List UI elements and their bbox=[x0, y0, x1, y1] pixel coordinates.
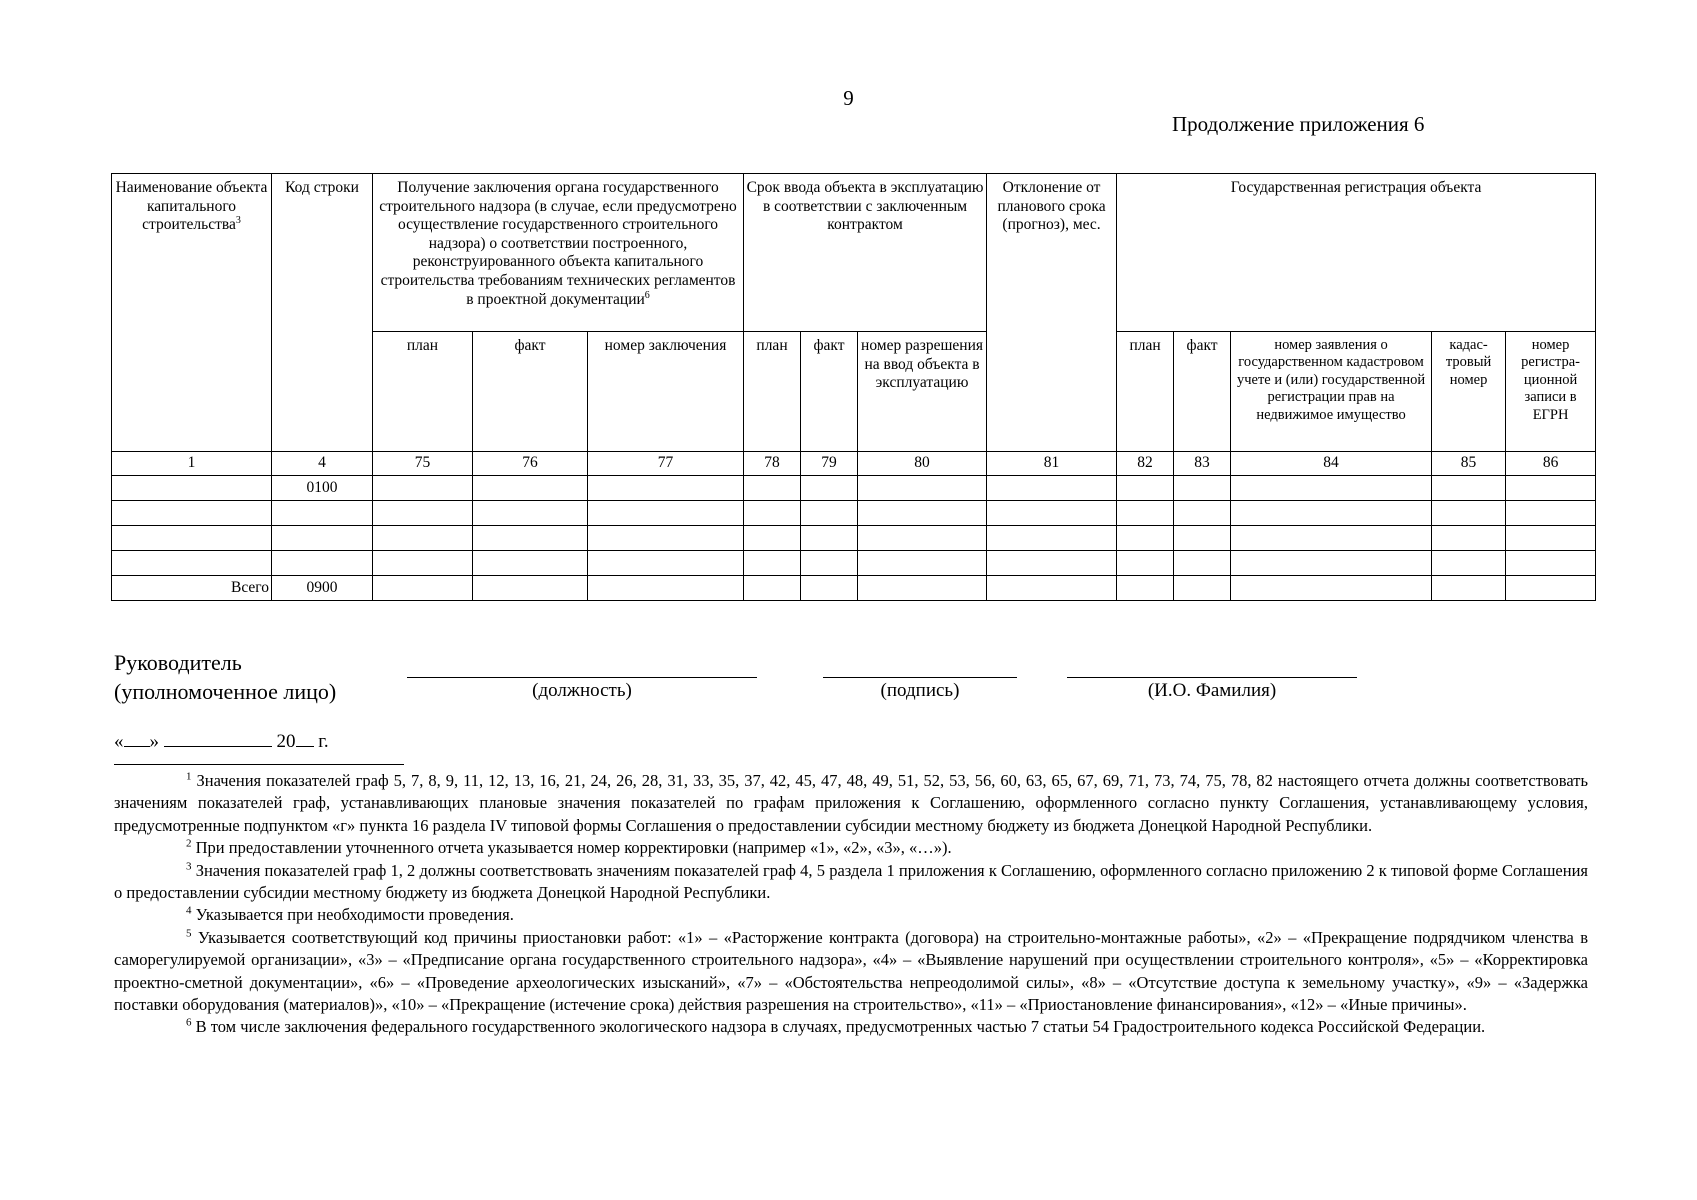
table-cell bbox=[744, 576, 801, 601]
table-cell bbox=[987, 576, 1117, 601]
year-blank bbox=[296, 730, 314, 747]
table-cell bbox=[1506, 526, 1596, 551]
subheader-commissioning-permit: номер разрешения на ввод объекта в эксплуатацию bbox=[858, 332, 987, 452]
footnote-mark: 4 bbox=[186, 904, 192, 917]
table-cell bbox=[1231, 501, 1432, 526]
footnote-text: Указывается при необходимости проведения. bbox=[195, 905, 514, 925]
table-cell bbox=[373, 576, 473, 601]
header-commissioning: Срок ввода объекта в эксплуатацию в соответствии с заключенным контрактом bbox=[744, 174, 987, 332]
column-number: 81 bbox=[987, 452, 1117, 476]
column-number: 4 bbox=[272, 452, 373, 476]
table-cell bbox=[373, 551, 473, 576]
column-number: 84 bbox=[1231, 452, 1432, 476]
table-cell bbox=[987, 501, 1117, 526]
position-line bbox=[407, 677, 757, 678]
row-code bbox=[272, 501, 373, 526]
subheader-conclusion-plan: план bbox=[373, 332, 473, 452]
table-cell bbox=[987, 476, 1117, 501]
column-number: 79 bbox=[801, 452, 858, 476]
appendix-title: Продолжение приложения 6 bbox=[1172, 112, 1425, 136]
table-cell bbox=[588, 526, 744, 551]
table-cell bbox=[588, 576, 744, 601]
table-cell bbox=[1231, 576, 1432, 601]
column-number: 83 bbox=[1174, 452, 1231, 476]
table-cell bbox=[1174, 551, 1231, 576]
table-cell bbox=[801, 551, 858, 576]
table-cell bbox=[1231, 476, 1432, 501]
row-code: 0900 bbox=[272, 576, 373, 601]
column-number: 78 bbox=[744, 452, 801, 476]
signatory-title-line2: (уполномоченное лицо) bbox=[114, 679, 337, 704]
table-cell bbox=[1231, 551, 1432, 576]
table-cell bbox=[373, 476, 473, 501]
table-cell bbox=[801, 501, 858, 526]
date-line bbox=[114, 730, 329, 753]
signature-line bbox=[823, 677, 1017, 678]
footnote-6 bbox=[114, 1016, 1588, 1038]
table-cell bbox=[744, 526, 801, 551]
subheader-conclusion-number: номер заключения bbox=[588, 332, 744, 452]
header-conclusion: Получение заключения органа государственного строительного надзора (в случае, если предусмотрено осуществление государственного строительного надзора) о соответствии построенного, реконструированного объекта капитального строительства требованиям технических регламентов в проектной документации$^6$ bbox=[373, 174, 744, 332]
table-cell bbox=[1506, 576, 1596, 601]
header-row-code: Код строки bbox=[272, 174, 373, 452]
column-number: 82 bbox=[1117, 452, 1174, 476]
subheader-registration-application: номер заявления о государственном кадастровом учете и (или) государственной регистрации прав на недвижимое имущество bbox=[1231, 332, 1432, 452]
table-cell bbox=[1231, 526, 1432, 551]
subheader-commissioning-plan: план bbox=[744, 332, 801, 452]
column-number: 1 bbox=[112, 452, 272, 476]
table-cell bbox=[1432, 476, 1506, 501]
table-cell bbox=[473, 501, 588, 526]
table-cell bbox=[1506, 501, 1596, 526]
date-open-quote: « bbox=[114, 731, 124, 752]
column-number: 85 bbox=[1432, 452, 1506, 476]
signatory-title bbox=[114, 648, 336, 706]
table-cell bbox=[858, 551, 987, 576]
table-row bbox=[112, 501, 1596, 526]
subheader-commissioning-fact: факт bbox=[801, 332, 858, 452]
table-cell bbox=[1117, 526, 1174, 551]
table-cell bbox=[1174, 501, 1231, 526]
table-cell bbox=[744, 476, 801, 501]
table-cell bbox=[858, 576, 987, 601]
footnote-mark: 5 bbox=[186, 927, 192, 940]
table-cell bbox=[588, 501, 744, 526]
table-cell bbox=[1174, 526, 1231, 551]
subheader-conclusion-fact: факт bbox=[473, 332, 588, 452]
row-code bbox=[272, 551, 373, 576]
signatory-title-line1: Руководитель bbox=[114, 650, 242, 675]
footnote-text: В том числе заключения федерального государственного экологического надзора в случаях, предусмотренных частью 7 статьи 54 Градостроительного кодекса Российской Федерации. bbox=[195, 1017, 1486, 1037]
subheader-cadastral-number: кадас-тровый номер bbox=[1432, 332, 1506, 452]
table-cell bbox=[473, 526, 588, 551]
footnote-3 bbox=[114, 860, 1588, 905]
header-deviation: Отклонение от планового срока (прогноз), мес. bbox=[987, 174, 1117, 452]
footnote-text: Значения показателей граф 5, 7, 8, 9, 11, 12, 13, 16, 21, 24, 26, 28, 31, 33, 35, 37, 42, 45, 47, 48, 49, 51, 52, 53, 56, 60, 63, 65, 67, 69, 71, 73, 74, 75, 78, 82 настоящего отчета должны соответствовать значениям показателей граф, устанавливающих плановые значения показателей по графам приложения к Соглашению, оформленного согласно пункту Соглашения, устанавливающему условия, предусмотренные подпунктом «г» пункта 16 раздела IV типовой формы Соглашения о предоставлении субсидии местному бюджету из бюджета Донецкой Народной Республики. bbox=[114, 771, 1589, 835]
table-cell bbox=[801, 476, 858, 501]
row-label bbox=[112, 501, 272, 526]
footnote-2 bbox=[114, 837, 1588, 859]
row-code: 0100 bbox=[272, 476, 373, 501]
column-number: 76 bbox=[473, 452, 588, 476]
row-label bbox=[112, 551, 272, 576]
table-cell bbox=[1117, 476, 1174, 501]
month-blank bbox=[164, 730, 272, 747]
name-line bbox=[1067, 677, 1357, 678]
subheader-egrn-record: номер регистра-ционной записи в ЕГРН bbox=[1506, 332, 1596, 452]
footnotes bbox=[114, 770, 1588, 1039]
footnote-mark: 6 bbox=[186, 1016, 192, 1029]
page-number: 9 bbox=[843, 86, 854, 110]
row-code bbox=[272, 526, 373, 551]
footnote-mark: 3 bbox=[186, 860, 192, 873]
table-cell bbox=[1174, 476, 1231, 501]
report-table bbox=[111, 173, 1596, 601]
footnote-text: Указывается соответствующий код причины приостановки работ: «1» – «Расторжение контракта (договора) на строительно-монтажные работы», «2» – «Прекращение подрядчиком членства в саморегулируемой организации», «3» – «Предписание органа государственного строительного надзора», «4» – «Выявление нарушений при осуществлении строительного контроля», «5» – «Корректировка проектно-сметной документации», «6» – «Проведение археологических изысканий», «7» – «Обстоятельства непреодолимой силы», «8» – «Отсутствие доступа к земельному участку», «9» – «Задержка поставки оборудования (материалов)», «10» – «Прекращение (истечение срока) действия разрешения на строительство», «11» – «Приостановление финансирования», «12» – «Иные причины». bbox=[114, 927, 1589, 1015]
position-caption: (должность) bbox=[532, 680, 632, 701]
subheader-registration-plan: план bbox=[1117, 332, 1174, 452]
table-cell bbox=[373, 526, 473, 551]
footnote-text: Значения показателей граф 1, 2 должны соответствовать значениям показателей граф 4, 5 раздела 1 приложения к Соглашению, оформленного согласно приложению 2 к типовой форме Соглашения о предоставлении субсидии местному бюджету из бюджета Донецкой Народной Республики. bbox=[114, 860, 1589, 903]
table-cell bbox=[1432, 501, 1506, 526]
table-cell bbox=[744, 551, 801, 576]
column-number: 77 bbox=[588, 452, 744, 476]
year-suffix: г. bbox=[318, 731, 329, 752]
column-numbers-row bbox=[112, 452, 1596, 476]
table-cell bbox=[588, 476, 744, 501]
name-caption: (И.О. Фамилия) bbox=[1147, 680, 1277, 701]
table-cell bbox=[588, 551, 744, 576]
table-cell bbox=[1117, 501, 1174, 526]
table-cell bbox=[473, 476, 588, 501]
table-cell bbox=[1432, 576, 1506, 601]
row-label bbox=[112, 526, 272, 551]
table-cell bbox=[473, 576, 588, 601]
table-cell bbox=[1117, 551, 1174, 576]
table-cell bbox=[1174, 576, 1231, 601]
table-cell bbox=[858, 476, 987, 501]
date-close-quote: » bbox=[149, 731, 159, 752]
table-cell bbox=[987, 551, 1117, 576]
signature-caption: (подпись) bbox=[880, 680, 960, 701]
table-cell bbox=[373, 501, 473, 526]
table-cell bbox=[744, 501, 801, 526]
table-row-total bbox=[112, 576, 1596, 601]
year-prefix: 20 bbox=[276, 731, 296, 752]
table-row bbox=[112, 526, 1596, 551]
table-cell bbox=[858, 501, 987, 526]
table-cell bbox=[1117, 576, 1174, 601]
column-number: 80 bbox=[858, 452, 987, 476]
table-cell bbox=[858, 526, 987, 551]
table-cell bbox=[1432, 526, 1506, 551]
table-row bbox=[112, 476, 1596, 501]
row-label-total: Всего bbox=[112, 576, 272, 601]
table-cell bbox=[1506, 476, 1596, 501]
table-cell bbox=[473, 551, 588, 576]
table-row bbox=[112, 551, 1596, 576]
footnote-5 bbox=[114, 927, 1588, 1017]
row-label bbox=[112, 476, 272, 501]
table-cell bbox=[987, 526, 1117, 551]
column-number: 75 bbox=[373, 452, 473, 476]
footnote-mark: 1 bbox=[186, 770, 192, 783]
header-object-name: Наименование объекта капитального строительства$^3$ bbox=[112, 174, 272, 452]
day-blank bbox=[124, 730, 150, 747]
table-cell bbox=[801, 526, 858, 551]
table-cell bbox=[1432, 551, 1506, 576]
footnote-text: При предоставлении уточненного отчета указывается номер корректировки (например «1», «2», «3», «…»). bbox=[195, 838, 952, 858]
column-number: 86 bbox=[1506, 452, 1596, 476]
subheader-registration-fact: факт bbox=[1174, 332, 1231, 452]
table-cell bbox=[1506, 551, 1596, 576]
footnote-4 bbox=[114, 904, 1588, 926]
footnote-separator bbox=[114, 764, 404, 765]
header-registration: Государственная регистрация объекта bbox=[1117, 174, 1596, 332]
footnote-1 bbox=[114, 770, 1588, 837]
footnote-mark: 2 bbox=[186, 837, 192, 850]
table-cell bbox=[801, 576, 858, 601]
signature-block bbox=[114, 648, 1594, 708]
